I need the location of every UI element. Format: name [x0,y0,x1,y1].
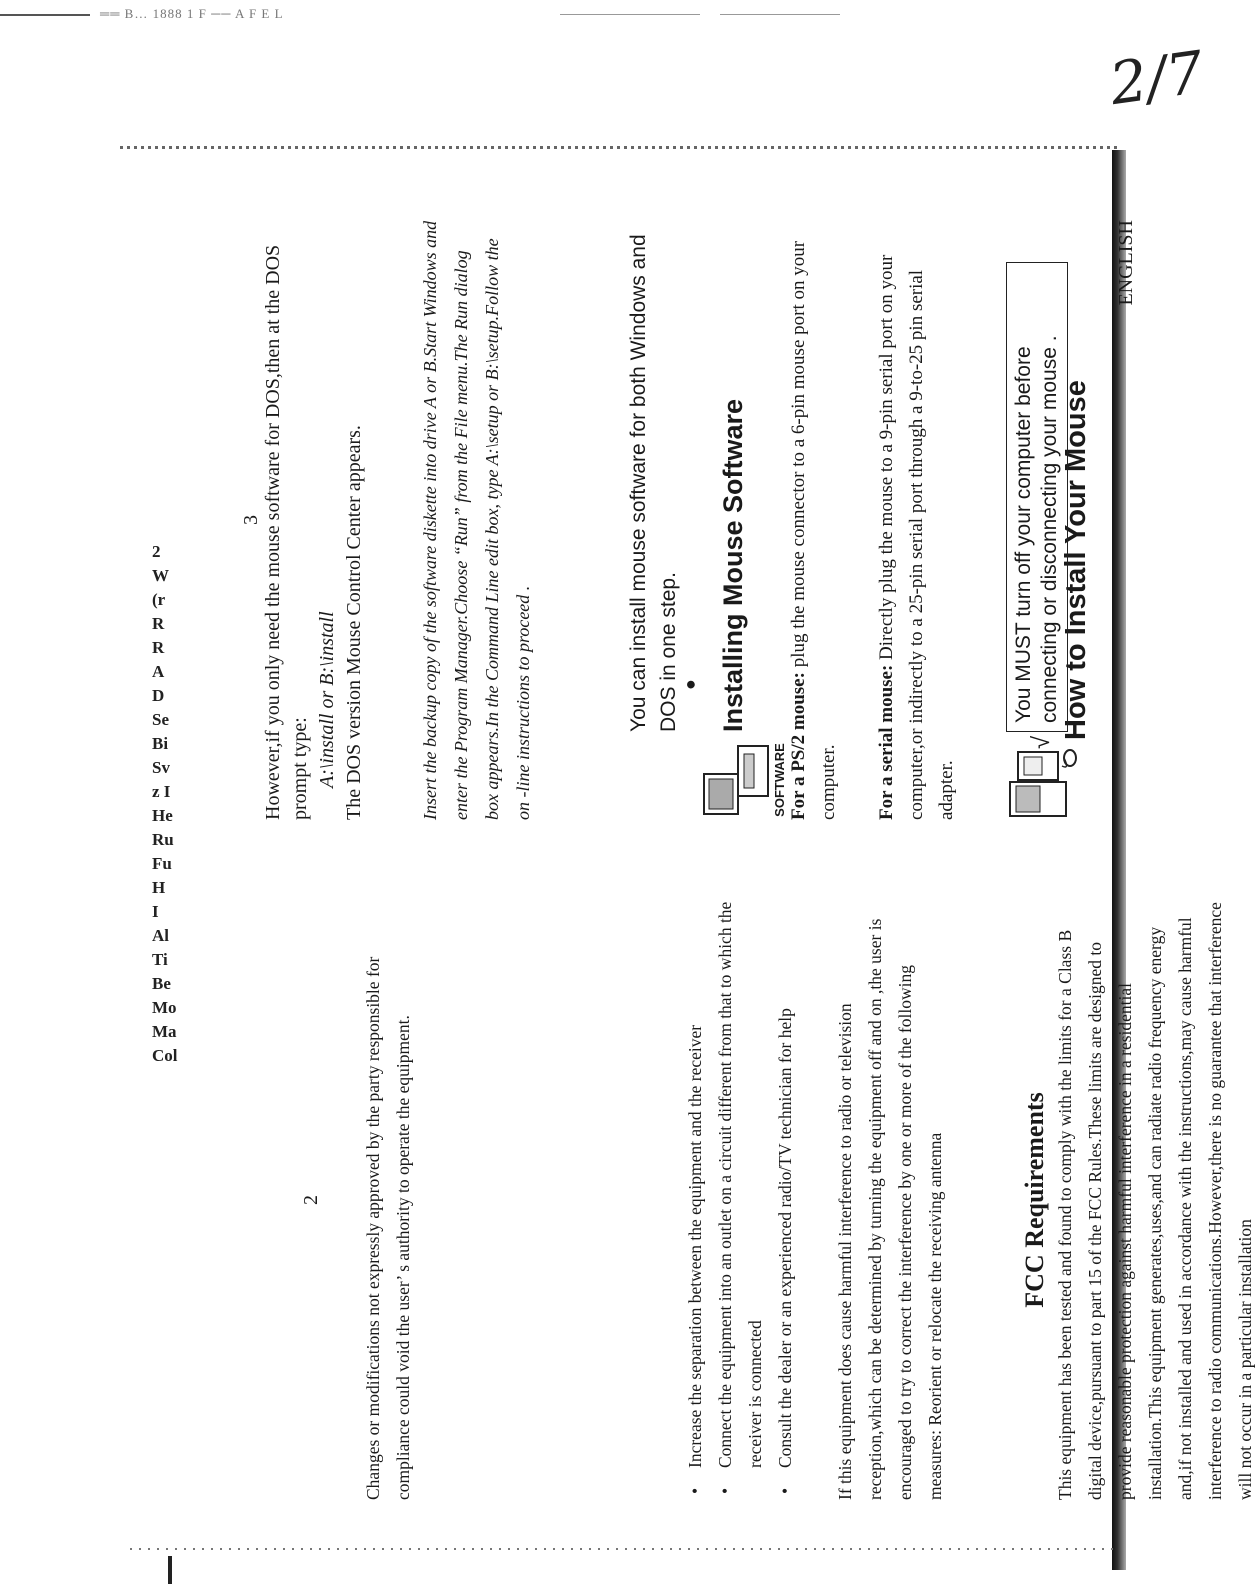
margin-letter: Ma [152,1022,177,1041]
margin-letter: Be [152,974,171,993]
margin-mark [168,1556,172,1584]
margin-letter: Sv [152,758,170,777]
windows-install-steps: Insert the backup copy of the software diskette into drive A or B.Start Windows and enter the Program Manager.Choose “Run” from the File menu.The Run dialog box appears.In the Command Line edit box, type A:\setup or B:\setup.Follow the on -line instructions to proceed . [420,220,533,820]
serial-label: For a serial mouse: [876,664,897,820]
checkmark-icon: √ [1028,735,1055,749]
fcc-title: FCC Requirements [1020,1092,1049,1308]
warning-line: connecting or disconnecting your mouse . [1038,335,1061,723]
margin-letter: Se [152,710,169,729]
scan-rule [720,14,840,15]
ps2-text: plug the mouse connector to a 6-pin mouse port on your computer. [788,240,839,820]
ps2-instructions [784,220,844,820]
margin-letter: Bi [152,734,169,753]
margin-letter: z I [152,782,171,801]
sheet-edge-top [120,146,1120,149]
page-number: 2 [300,1195,322,1205]
dos-result: The DOS version Mouse Control Center appears. [343,425,365,820]
fcc-measures-list [680,900,800,1500]
margin-letter: W [152,566,169,585]
margin-letter: Al [152,926,169,945]
margin-letter: Mo [152,998,177,1017]
margin-letter: Col [152,1046,178,1065]
margin-letter: D [152,686,165,705]
software-icon-label: SOFTWARE [772,743,787,817]
language-label: ENGLISH [1115,220,1137,306]
handwritten-page-mark: 2/7 [1105,37,1208,119]
margin-letter: He [152,806,173,825]
bullet-dot: ● [680,679,700,690]
software-title: Installing Mouse Software [718,398,748,732]
computer-icon [1000,740,1080,820]
margin-letter: Ru [152,830,174,849]
software-intro: You can install mouse software for both Windows and DOS in one step. [627,234,680,732]
margin-letter: (r [152,590,166,609]
dos-instructions: However,if you only need the mouse software for DOS,then at the DOS prompt type: [262,244,311,820]
list-item: • Connect the equipment into an outlet on a circuit different from that to which the receiver is connected [710,900,770,1500]
margin-letter: A [152,662,165,681]
install-title: How to Install Your Mouse [1060,380,1092,740]
sheet-edge-bottom [130,1548,1120,1550]
margin-letter: Ti [152,950,168,969]
fcc-page [180,900,1255,1500]
serial-text: Directly plug the mouse to a 9-pin serial port on your computer,or indirectly to a 25-pin serial port through a 9-to-25 pin serial adapter. [876,254,957,820]
margin-letter: R [152,638,165,657]
software-disk-icon [700,740,780,820]
margin-letter: Fu [152,854,172,873]
list-item: • Consult the dealer or an experienced radio/TV technician for help [770,900,800,1500]
margin-letter: 2 [152,542,161,561]
fcc-paragraph-1: This equipment has been tested and found to comply with the limits for a Class B digital device,pursuant to part 15 of the FCC Rules.These limits are designed to provide reasonable protection against harmful interference in a residential installation.This equipment generates,uses,and can radiate radio frequency energy and,if not installed and used in accordance with the instructions,may cause harmful interference to radio communications.However,there is no guarantee that interference will not occur in a particular installation [1055,902,1255,1500]
warning-box [1006,262,1068,749]
margin-letter: H [152,878,166,897]
scan-rule [560,14,700,15]
margin-clipped-text [152,540,176,1068]
fcc-paragraph-3: Changes or modifications not expressly approved by the party responsible for compliance could void the user’ s authority to operate the equipment. [363,956,413,1500]
list-item: • Increase the separation between the equipment and the receiver [680,900,710,1500]
install-page [180,220,1140,820]
dos-command: A:\install or B:\install [316,611,338,788]
scan-header-strip [0,0,1224,30]
rotated-document [180,210,1255,1510]
page-number: 3 [240,515,262,525]
margin-letter: R [152,614,165,633]
serial-instructions [872,220,962,820]
ps2-label: For a PS/2 mouse: [788,672,809,820]
scan-rule [0,14,90,16]
warning-line: You MUST turn off your computer before [1012,346,1035,723]
dos-install-section [260,220,368,820]
margin-letter: I [152,902,159,921]
fcc-paragraph-2: If this equipment does cause harmful interference to radio or television reception,which can be determined by turning the equipment off and on ,the user is encouraged to try to correct the interference by one or more of the following measures: Reorient or relocate the receiving antenna [835,918,945,1500]
scan-header-noise: ══ B… 1888 1 F ── A F E L [100,6,284,21]
